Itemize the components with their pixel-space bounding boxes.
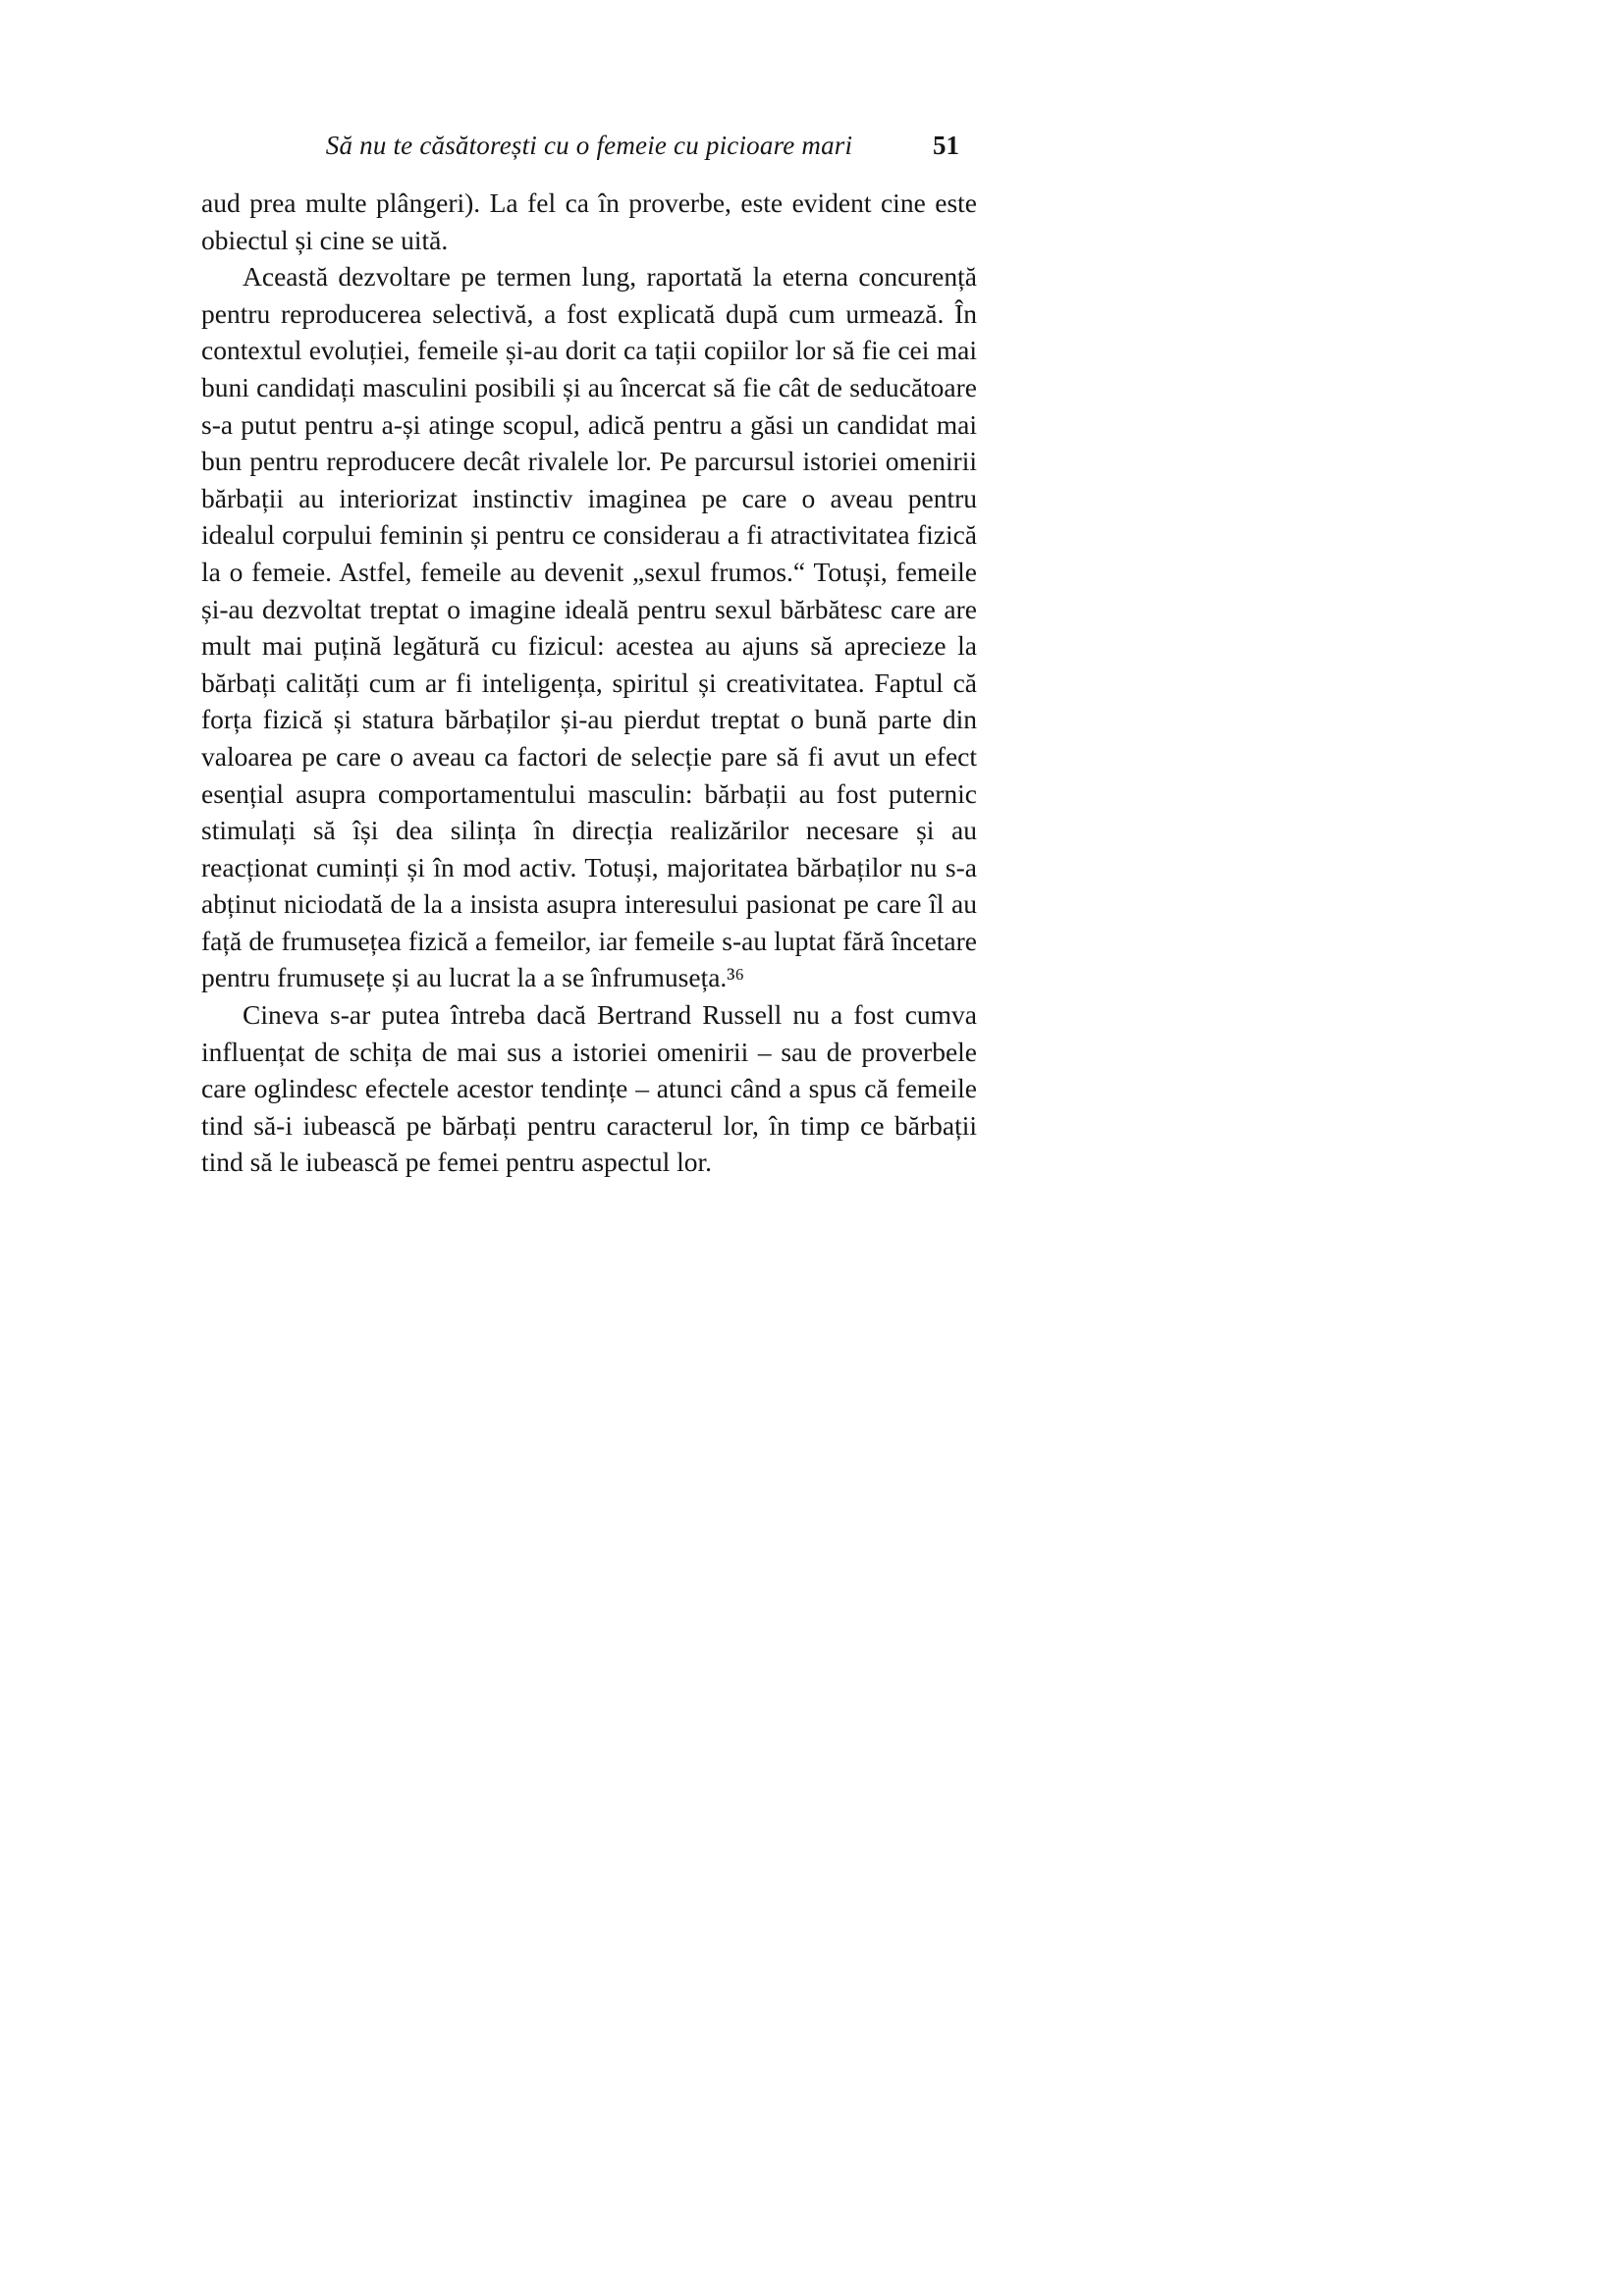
page-number: 51 <box>933 131 959 160</box>
paragraph: aud prea multe plângeri). La fel ca în proverbe, este evident cine este obiectul și cine se uită. <box>201 187 977 255</box>
paragraph: Această dezvoltare pe termen lung, raportată la eterna concurență pentru reproducerea selectivă, a fost explicată după cum urmează. În contextul evoluției, femeile și-au dorit ca tații copiilor lor să fie cei mai buni candidați masculini posibili și au încercat să fie cât de seducătoare s-a putut pentru a-și atinge scopul, adică pentru a găsi un candidat mai bun pentru reproducere decât rivalele lor. Pe parcursul istoriei omenirii bărbații au interiorizat instinctiv imaginea pe care o aveau pentru idealul corpului feminin și pentru ce considerau a fi atractivitatea fizică la o femeie. Astfel, femeile au devenit „sexul frumos.“ Totuși, femeile și-au dezvoltat treptat o imagine ideală pentru sexul bărbătesc care are mult mai puțină legătură cu fizicul: acestea au ajuns să aprecieze la bărbați calități cum ar fi inteligența, spiritul și creativitatea. Faptul că forța fizică și statura bărbaților și-au pierdut treptat o bună parte din valoarea pe care o aveau ca factori de selecție pare să fi avut un efect esențial asupra comportamentului masculin: bărbații au fost puternic stimulați să își dea silința în direcția realizărilor necesare și au reacționat cuminți și în mod activ. Totuși, majoritatea bărbaților nu s-a abținut niciodată de la a insista asupra interesului pasionat pe care îl au față de frumusețea fizică a femeilor, iar femeile s-au luptat fără încetare pentru frumusețe și au lucrat la a se înfrumuseța.³⁶ <box>201 261 977 993</box>
running-head <box>201 128 977 169</box>
paragraph: Cineva s-ar putea întreba dacă Bertrand Russell nu a fost cumva influențat de schița de mai sus a istoriei omenirii – sau de proverbele care oglindesc efectele acestor tendințe – atunci când a spus că femeile tind să-i iubească pe bărbați pentru caracterul lor, în timp ce bărbații tind să le iubească pe femei pentru aspectul lor. <box>201 999 977 1178</box>
body-text <box>201 185 977 1181</box>
running-head-title: Să nu te căsătorești cu o femeie cu picioare mari <box>325 131 853 160</box>
